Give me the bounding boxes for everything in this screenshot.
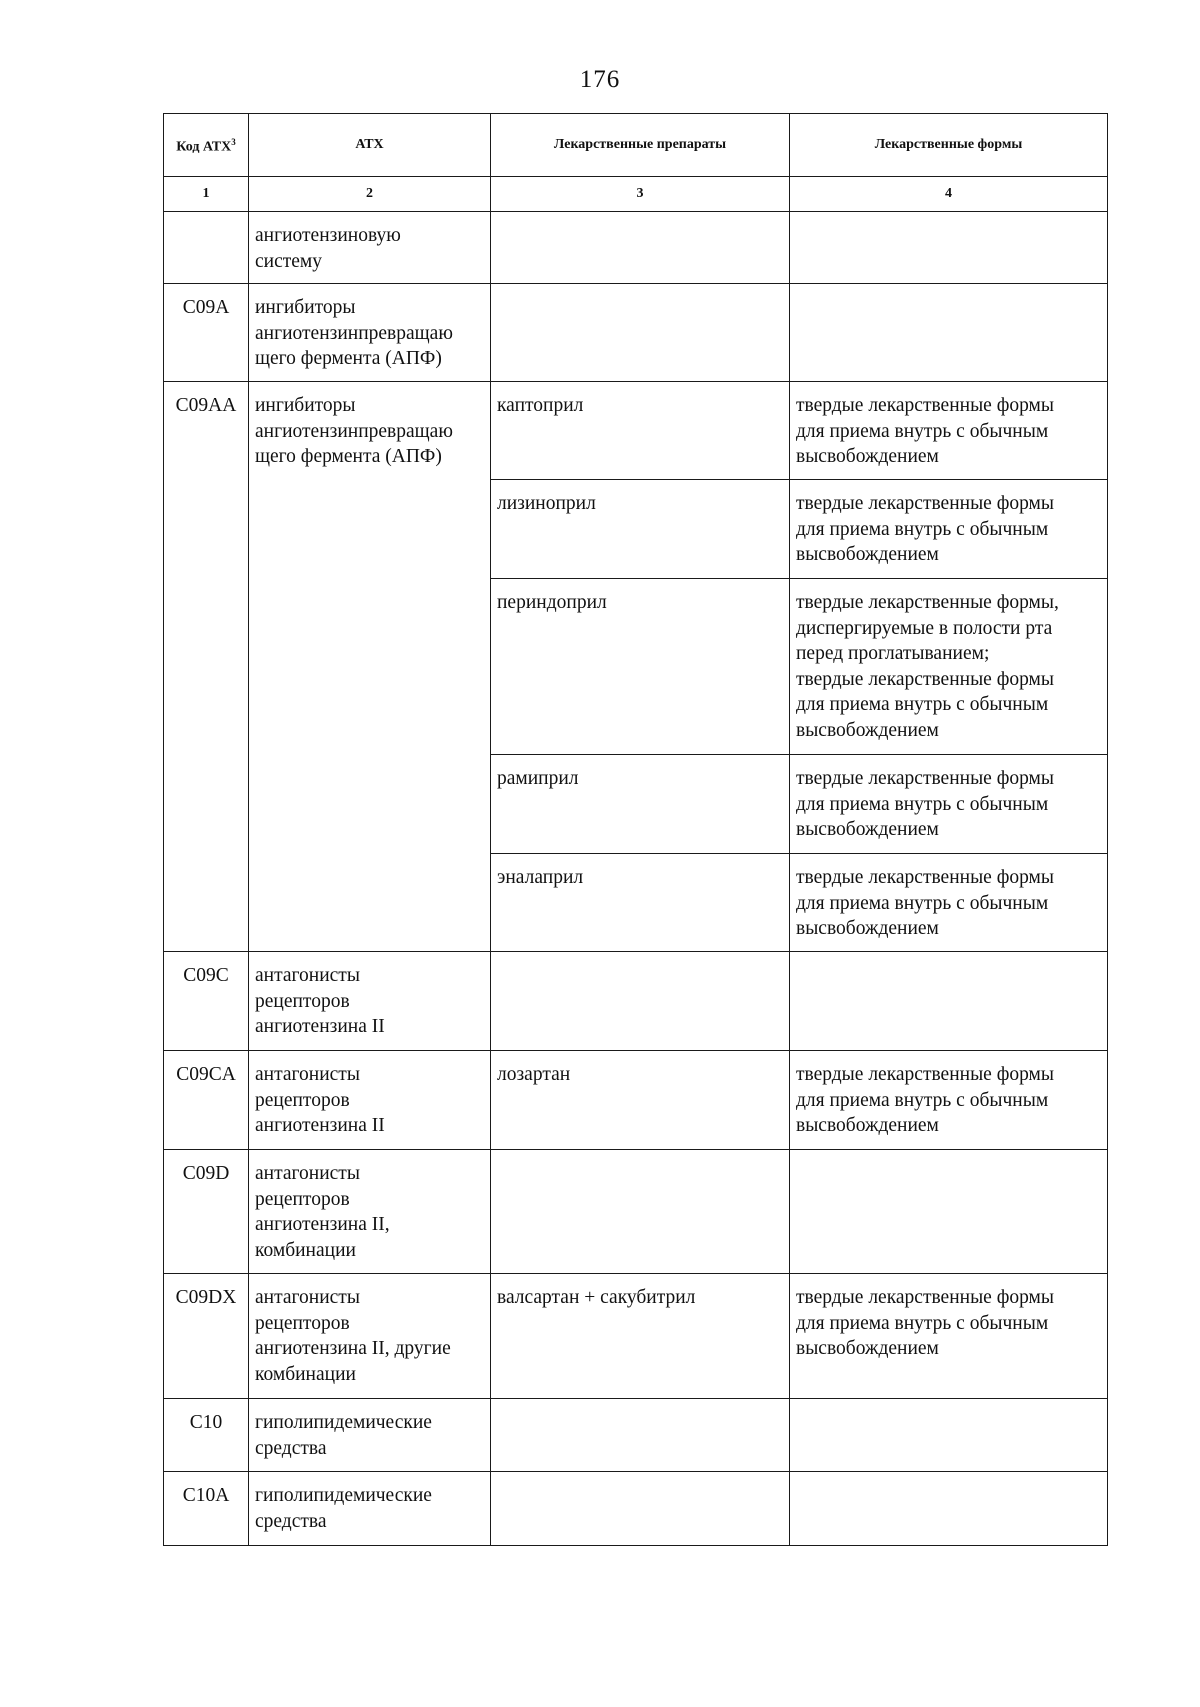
atx-name-cell: антагонисты рецепторов ангиотензина II	[249, 1051, 491, 1150]
atx-code-cell: C09DX	[164, 1274, 249, 1399]
drug-cell	[491, 284, 790, 382]
form-cell	[790, 212, 1108, 284]
table-row	[164, 284, 1108, 382]
atx-name-cell: антагонисты рецепторов ангиотензина II, комбинации	[249, 1150, 491, 1274]
atx-code-cell: C10	[164, 1399, 249, 1472]
page-number: 176	[579, 66, 621, 93]
drug-cell: валсартан + сакубитрил	[491, 1274, 790, 1399]
drug-cell: периндоприл	[491, 579, 790, 755]
drug-cell	[491, 1472, 790, 1546]
header-code: Код АТХ$^3$	[164, 114, 249, 177]
form-cell	[790, 952, 1108, 1051]
table-header-row	[164, 114, 1108, 177]
table-row	[164, 1472, 1108, 1546]
atx-name-cell: ангиотензиновую систему	[249, 212, 491, 284]
atx-name-cell: гиполипидемические средства	[249, 1399, 491, 1472]
form-cell: твердые лекарственные формы, диспергируемые в полости рта перед проглатыванием; твердые лекарственные формы для приема внутрь с обычным высвобождением	[790, 579, 1108, 755]
form-cell: твердые лекарственные формы для приема внутрь с обычным высвобождением	[790, 480, 1108, 579]
drug-cell	[491, 952, 790, 1051]
form-cell	[790, 1150, 1108, 1274]
drug-cell	[491, 1150, 790, 1274]
table-row	[164, 1051, 1108, 1150]
header-atx: АТХ	[249, 114, 491, 177]
drug-cell: лозартан	[491, 1051, 790, 1150]
form-cell: твердые лекарственные формы для приема внутрь с обычным высвобождением	[790, 1051, 1108, 1150]
drug-cell	[491, 212, 790, 284]
column-number: 3	[491, 177, 790, 212]
column-number-row	[164, 177, 1108, 212]
form-cell: твердые лекарственные формы для приема внутрь с обычным высвобождением	[790, 755, 1108, 854]
column-number: 4	[790, 177, 1108, 212]
table-row	[164, 1150, 1108, 1274]
drug-cell: эналаприл	[491, 854, 790, 952]
form-cell	[790, 1399, 1108, 1472]
atx-code-cell: C10A	[164, 1472, 249, 1546]
atx-name-cell: антагонисты рецепторов ангиотензина II, другие комбинации	[249, 1274, 491, 1399]
atx-name-cell: антагонисты рецепторов ангиотензина II	[249, 952, 491, 1051]
drug-cell: каптоприл	[491, 382, 790, 480]
atx-name-cell: гиполипидемические средства	[249, 1472, 491, 1546]
drug-cell	[491, 1399, 790, 1472]
form-cell: твердые лекарственные формы для приема внутрь с обычным высвобождением	[790, 1274, 1108, 1399]
header-drugs: Лекарственные препараты	[491, 114, 790, 177]
atx-code-cell: C09C	[164, 952, 249, 1051]
table-row	[164, 1274, 1108, 1399]
atx-name-cell: ингибиторы ангиотензинпревращаю щего фермента (АПФ)	[249, 284, 491, 382]
footnote-marker: 3	[231, 137, 236, 148]
table-row	[164, 212, 1108, 284]
atx-table	[163, 113, 1108, 1546]
form-cell: твердые лекарственные формы для приема внутрь с обычным высвобождением	[790, 382, 1108, 480]
table-row	[164, 952, 1108, 1051]
atx-name-cell: ингибиторы ангиотензинпревращаю щего фермента (АПФ)	[249, 382, 491, 952]
column-number: 1	[164, 177, 249, 212]
drug-cell: лизиноприл	[491, 480, 790, 579]
form-cell	[790, 284, 1108, 382]
atx-code-cell: C09CA	[164, 1051, 249, 1150]
atx-code-cell: C09A	[164, 284, 249, 382]
form-cell	[790, 1472, 1108, 1546]
drug-cell: рамиприл	[491, 755, 790, 854]
form-cell: твердые лекарственные формы для приема внутрь с обычным высвобождением	[790, 854, 1108, 952]
column-number: 2	[249, 177, 491, 212]
atx-code-cell	[164, 212, 249, 284]
table-row	[164, 382, 1108, 480]
atx-code-cell: C09AA	[164, 382, 249, 952]
table-row	[164, 1399, 1108, 1472]
header-forms: Лекарственные формы	[790, 114, 1108, 177]
atx-code-cell: C09D	[164, 1150, 249, 1274]
